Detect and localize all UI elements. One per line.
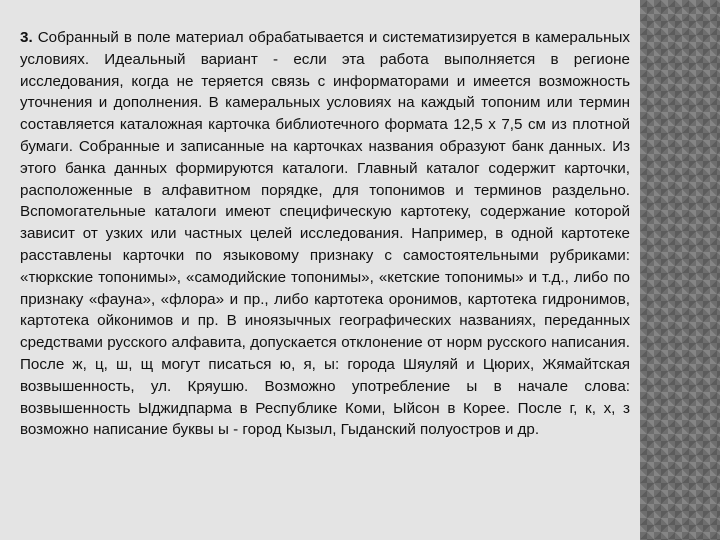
- paragraph-number: 3.: [20, 29, 33, 46]
- decorative-side-pattern: [640, 0, 720, 540]
- paragraph-text-block: [20, 27, 630, 441]
- paragraph-body: Собранный в поле материал обрабатывается и систематизируется в камеральных условиях. Идеальный вариант - если эта работа выполняется в регионе исследования, когда не теряется связь с информаторами и имеется возможность уточнения и дополнения. В камеральных условиях на каждый топоним или термин составляется каталожная карточка библиотечного формата 12,5 х 7,5 см из плотной бумаги. Собранные и записанные на карточках названия образуют банк данных. Из этого банка данных формируются каталоги. Главный каталог содержит карточки, расположенные в алфавитном порядке, для топонимов и терминов раздельно. Вспомогательные каталоги имеют специфическую картотеку, содержание которой зависит от узких или частных целей исследования. Например, в одной картотеке расставлены карточки по языковому признаку с самостоятельными рубриками: «тюркские топонимы», «самодийские топонимы», «кетские топонимы» и т.д., либо по признаку «фауна», «флора» и пр., либо картотека оронимов, картотека гидронимов, картотека ойконимов и пр. В иноязычных географических названиях, переданных средствами русского алфавита, допускается отклонение от норм русского написания. После ж, ц, ш, щ могут писаться ю, я, ы: города Шяуляй и Цюрих, Жямайтская возвышенность, ул. Кряушю. Возможно употребление ы в начале слова: возвышенность Ыджидпарма в Республике Коми, Ыйсон в Корее. После г, к, х, з возможно написание буквы ы - город Кызыл, Гыданский полуостров и др.: [20, 29, 630, 439]
